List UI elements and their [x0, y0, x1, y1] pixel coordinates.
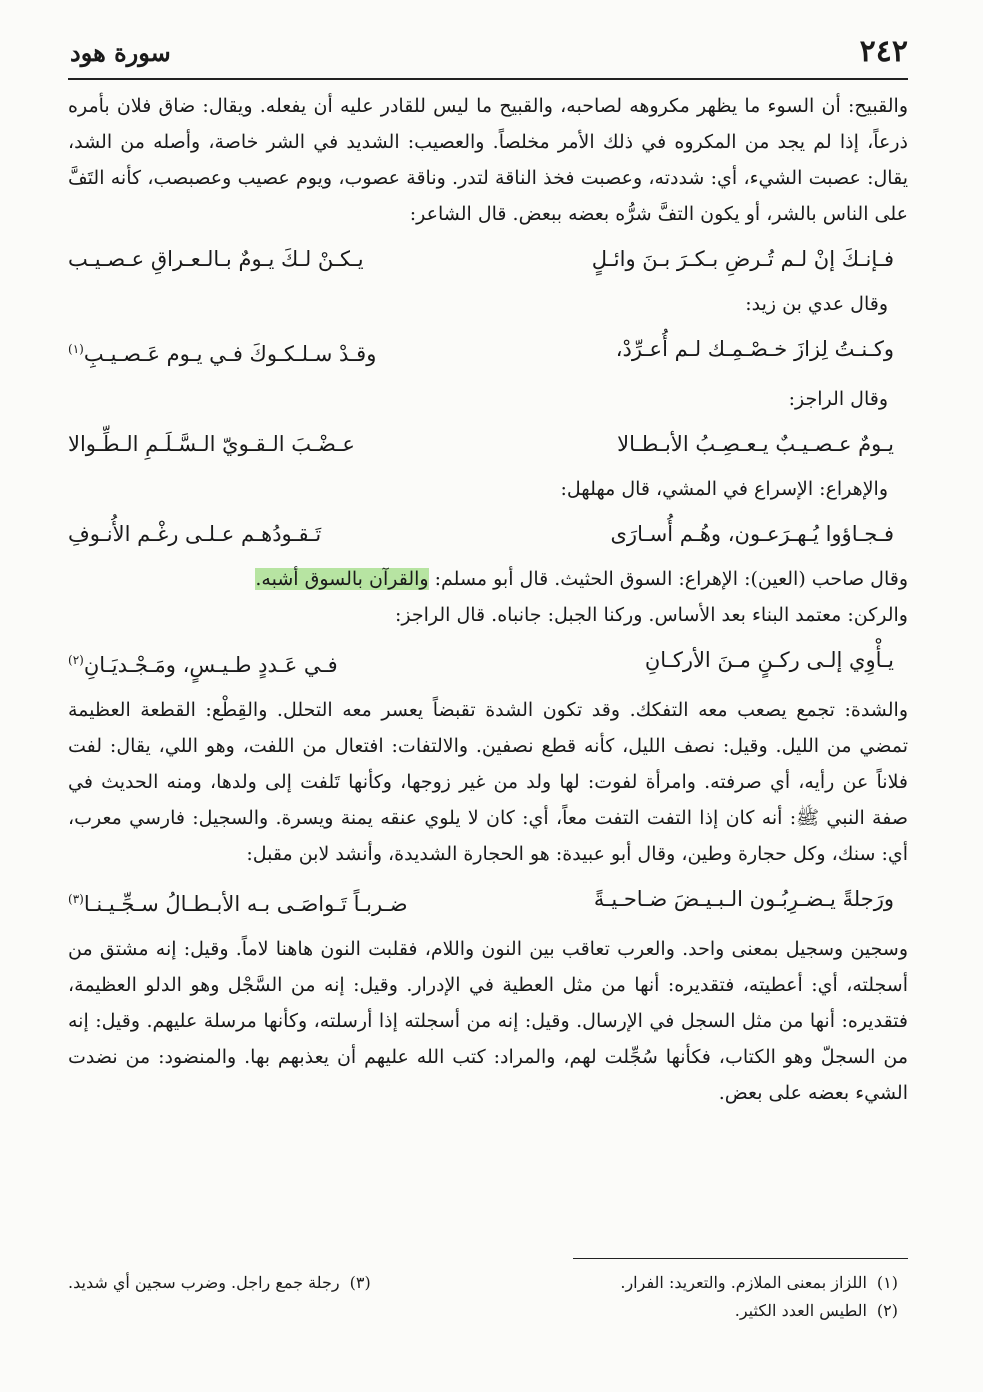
highlighted-quote: والقرآن بالسوق أشبه. [255, 568, 429, 590]
footnote-ref-1: (١) [68, 342, 84, 356]
verse-4 [68, 507, 908, 561]
footnote-ref-3: (٣) [68, 892, 84, 906]
footnote-1-number: (١) [876, 1273, 898, 1292]
footnote-row-2 [68, 1297, 908, 1325]
verse-5-first-hemistich: يـأْوِي إلـى ركـنٍ مـنَ الأركـانِ [644, 648, 894, 672]
paragraph-ayn-text: وقال صاحب (العين): الإهراع: السوق الحثيث. قال أبو مسلم: [428, 568, 908, 590]
verse-5-second-hemistich [68, 641, 338, 684]
verse-2 [68, 322, 908, 381]
verse-5 [68, 633, 908, 692]
paragraph-sijjin: وسجين وسجيل بمعنى واحد. والعرب تعاقب بين النون واللام، فقلبت النون هاهنا لاماً. وقيل: إنه مشتق من أسجلته، أي: أعطيته، فتقديره: أنها من مثل العطية في الإدرار. وقيل: إنه من السَّجْل وهو الدلو العظيمة، فتقديره: أنها من مثل السجل في الإرسال. وقيل: إنه من أسجلته إذا أرسلته، وكأنها مرسلة عليهم. وقيل: إنه من السجلّ وهو الكتاب، فكأنها سُجِّلت لهم، والمراد: كتب الله عليهم أن يعذبهم بها. والمنضود: من نضدت الشيء بعضه على بعض. [68, 938, 908, 1104]
verse-2-first-hemistich: وكـنـتُ لِزازَ خـصْـمِـك لـم أُعـرِّدْ، [615, 337, 894, 361]
verse-1-second-hemistich: يـكـنْ لـكَ يـومٌ بـالـعـراقِ عـصـيـب [68, 247, 364, 271]
footnote-separator [573, 1258, 908, 1259]
intro-adi: وقال عدي بن زيد: [745, 293, 888, 315]
paragraph-rukn: والركن: معتمد البناء بعد الأساس. وركنا الجبل: جانباه. قال الراجز: [394, 604, 908, 626]
page-number: ٢٤٢ [859, 34, 908, 69]
verse-6-second-hemistich [68, 880, 408, 923]
footnote-3 [68, 1269, 371, 1297]
verse-1 [68, 232, 908, 286]
verse-3-first-hemistich: يـومٌ عـصـيـبٌ يـعـصِـبُ الأبـطـالا [617, 432, 894, 456]
footnote-row-1 [68, 1269, 908, 1297]
footnote-1-text: اللزاز بمعنى الملازم. والتعريد: الفرار. [620, 1273, 867, 1292]
verse-6 [68, 872, 908, 931]
verse-1-first-hemistich: فـإنـكَ إنْ لـم تُـرضِ بـكـرَ بـنَ وائـلٍ [591, 247, 894, 271]
verse-6-second-text: ضـربـاً تَـواصَـى بـه الأبـطـالُ سـجِّـيـنـا [83, 892, 408, 916]
verse-3-second-hemistich: عـضْـبَ الـقـويّ الـسَّـلَـمِ الـطِّـوالا [68, 432, 355, 456]
intro-rajiz: وقال الراجز: [788, 388, 888, 410]
footnote-ref-2: (٢) [68, 653, 84, 667]
intro-ihra: والإهراع: الإسراع في المشي، قال مهلهل: [560, 478, 888, 500]
footnote-3-number: (٣) [349, 1273, 371, 1292]
footnote-2 [735, 1297, 898, 1325]
verse-5-second-text: فـي عَـددٍ طـيـسٍ، ومَـجْـديَـانِ [83, 653, 338, 677]
verse-3 [68, 417, 908, 471]
footnote-2-number: (٢) [876, 1301, 898, 1320]
page-header [68, 30, 908, 80]
page-body [68, 88, 908, 1111]
verse-4-first-hemistich: فـجـاؤوا يُـهـرَعـون، وهُـم أُسـارَى [610, 522, 894, 546]
verse-2-second-text: وقـدْ سـلـكـوكَ فـي يـوم عَـصـيـبِ [83, 342, 377, 366]
paragraph-qabih: والقبيح: أن السوء ما يظهر مكروهه لصاحبه، والقبيح ما ليس للقادر عليه أن يفعله. ويقال: ضاق فلان بأمره ذرعاً، إذا لم يجد من المكروه في ذلك الأمر مخلصاً. والعصيب: الشديد في الشر خاصة، وأصله من الشد، يقال: عصبت الشيء، أي: شددته، وعصبت فخذ الناقة لتدر. وناقة عصوب، ويوم عصيب وعصبصب، كأنه التَفَّ على الناس بالشر، أو يكون التفَّ شرُّه بعضه ببعض. قال الشاعر: [68, 95, 908, 225]
footnotes [68, 1258, 908, 1325]
verse-6-first-hemistich: ورَجلةً يـضـرِبُـون الـبـيـضَ ضـاحـيـةً [593, 887, 894, 911]
surah-title: سورة هود [70, 38, 171, 67]
paragraph-ayn [68, 561, 908, 597]
paragraph-shidda: والشدة: تجمع يصعب معه التفكك. وقد تكون الشدة تقبضاً يعسر معه التحلل. والقِطْع: القطعة العظيمة تمضي من الليل. وقيل: نصف الليل، كأنه قطع نصفين. والالتفات: افتعال من اللفت، وهو اللي، يقال: لفت فلاناً عن رأيه، أي صرفته. وامرأة لفوت: لها ولد من غير زوجها، وكأنها تَلفت إلى ولدها، ومنه الحديث في صفة النبي ﷺ: أنه كان إذا التفت التفت معاً، أي: كان لا يلوي عنقه يمنة ويسرة. والسجيل: فارسي معرب، أي: سنك، وكل حجارة وطين، وقال أبو عبيدة: هو الحجارة الشديدة، وأنشد لابن مقبل: [68, 699, 908, 865]
verse-4-second-hemistich: تَـقـودُهـم عـلـى رغْـم الأُنـوفِ [68, 522, 322, 546]
verse-2-second-hemistich [68, 330, 376, 373]
footnote-2-text: الطيس العدد الكثير. [734, 1301, 867, 1320]
footnote-3-text: رجلة جمع راجل. وضرب سجين أي شديد. [68, 1273, 340, 1292]
footnote-1 [620, 1269, 898, 1297]
